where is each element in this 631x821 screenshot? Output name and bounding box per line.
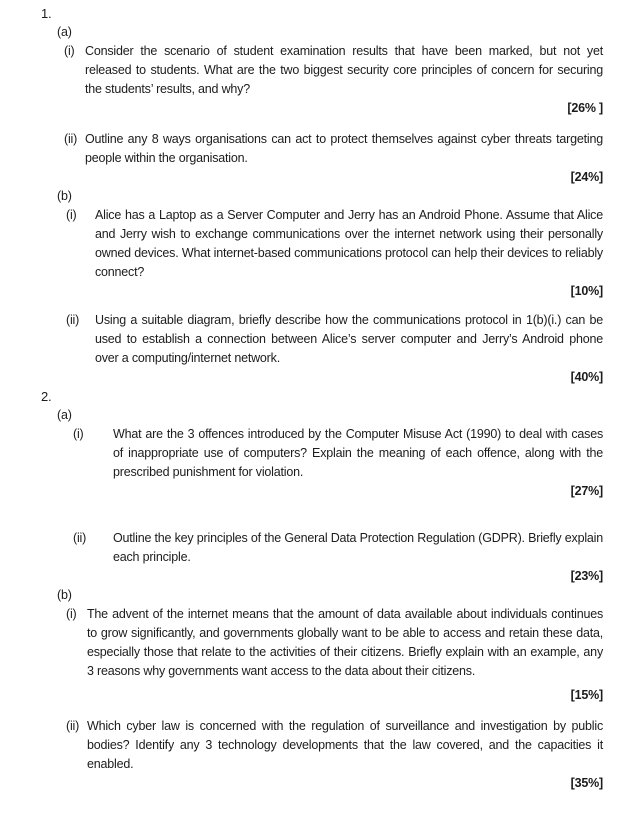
question-2-number: 2. <box>41 389 52 404</box>
question-1b-ii <box>66 311 603 387</box>
question-1b-i-text: Alice has a Laptop as a Server Computer and Jerry has an Android Phone. Assume that Alice and Jerry wish to exchange communications over the internet network using their personally owned devices. What internet-based communications protocol can help their devices to reliably connect? <box>95 208 603 279</box>
question-2a-i-text: What are the 3 offences introduced by the Computer Misuse Act (1990) to deal with cases of inappropriate use of computers? Explain the meaning of each offence, along with the prescribed punishment for violation. <box>113 427 603 479</box>
question-1a-ii-marks: [24%] <box>570 170 603 184</box>
question-1b-i-label: (i) <box>66 208 77 222</box>
question-2a-ii-label: (ii) <box>73 531 87 545</box>
question-1a-ii-label: (ii) <box>64 132 78 146</box>
question-1-part-a-label: (a) <box>57 25 72 39</box>
question-1b-i <box>66 206 603 311</box>
question-1b-ii-label: (ii) <box>66 313 80 327</box>
question-2a-i <box>73 425 603 529</box>
question-1a-i-marks: [26% ] <box>567 101 603 115</box>
question-2b-i-label: (i) <box>66 607 77 621</box>
question-2b-ii <box>66 717 603 793</box>
question-1-number: 1. <box>41 6 52 21</box>
question-1b-ii-text: Using a suitable diagram, briefly describe how the communications protocol in 1(b)(i.) can be used to establish a connection between Alice’s server computer and Jerry’s Android phone over a computing/internet network. <box>95 313 603 365</box>
question-2b-ii-marks: [35%] <box>570 776 603 790</box>
question-1b-ii-marks: [40%] <box>570 370 603 384</box>
question-2a-ii-marks: [23%] <box>570 569 603 583</box>
question-1a-ii-text: Outline any 8 ways organisations can act to protect themselves against cyber threats targeting people within the organisation. <box>85 132 603 165</box>
question-2-part-b-label: (b) <box>57 588 72 602</box>
question-2b-i-marks: [15%] <box>570 688 603 702</box>
question-2b-ii-label: (ii) <box>66 719 80 733</box>
question-1a-ii <box>64 130 603 187</box>
question-2a-ii <box>73 529 603 586</box>
question-1a-i-text: Consider the scenario of student examination results that have been marked, but not yet released to students. What are the two biggest security core principles of concern for securing the students’ results, and why? <box>85 44 603 96</box>
question-2b-i-text: The advent of the internet means that the amount of data available about individuals continues to grow significantly, and governments globally want to be able to access and retain these data, especially those that relate to the activities of their citizens. Briefly explain with an example, any 3 reasons why governments want access to the data about their citizens. <box>87 607 603 678</box>
question-1a-i <box>64 42 603 130</box>
question-2a-ii-text: Outline the key principles of the General Data Protection Regulation (GDPR). Briefly explain each principle. <box>113 531 603 564</box>
question-1a-i-label: (i) <box>64 44 75 58</box>
question-2-part-a-label: (a) <box>57 408 72 422</box>
question-1b-i-marks: [10%] <box>570 284 603 298</box>
question-2b-ii-text: Which cyber law is concerned with the regulation of surveillance and investigation by public bodies? Identify any 3 technology developments that the law covered, and the capacities it enabled. <box>87 719 603 771</box>
question-2a-i-label: (i) <box>73 427 84 441</box>
question-2a-i-marks: [27%] <box>570 484 603 498</box>
question-1-part-b-label: (b) <box>57 189 72 203</box>
question-2b-i <box>66 605 603 717</box>
